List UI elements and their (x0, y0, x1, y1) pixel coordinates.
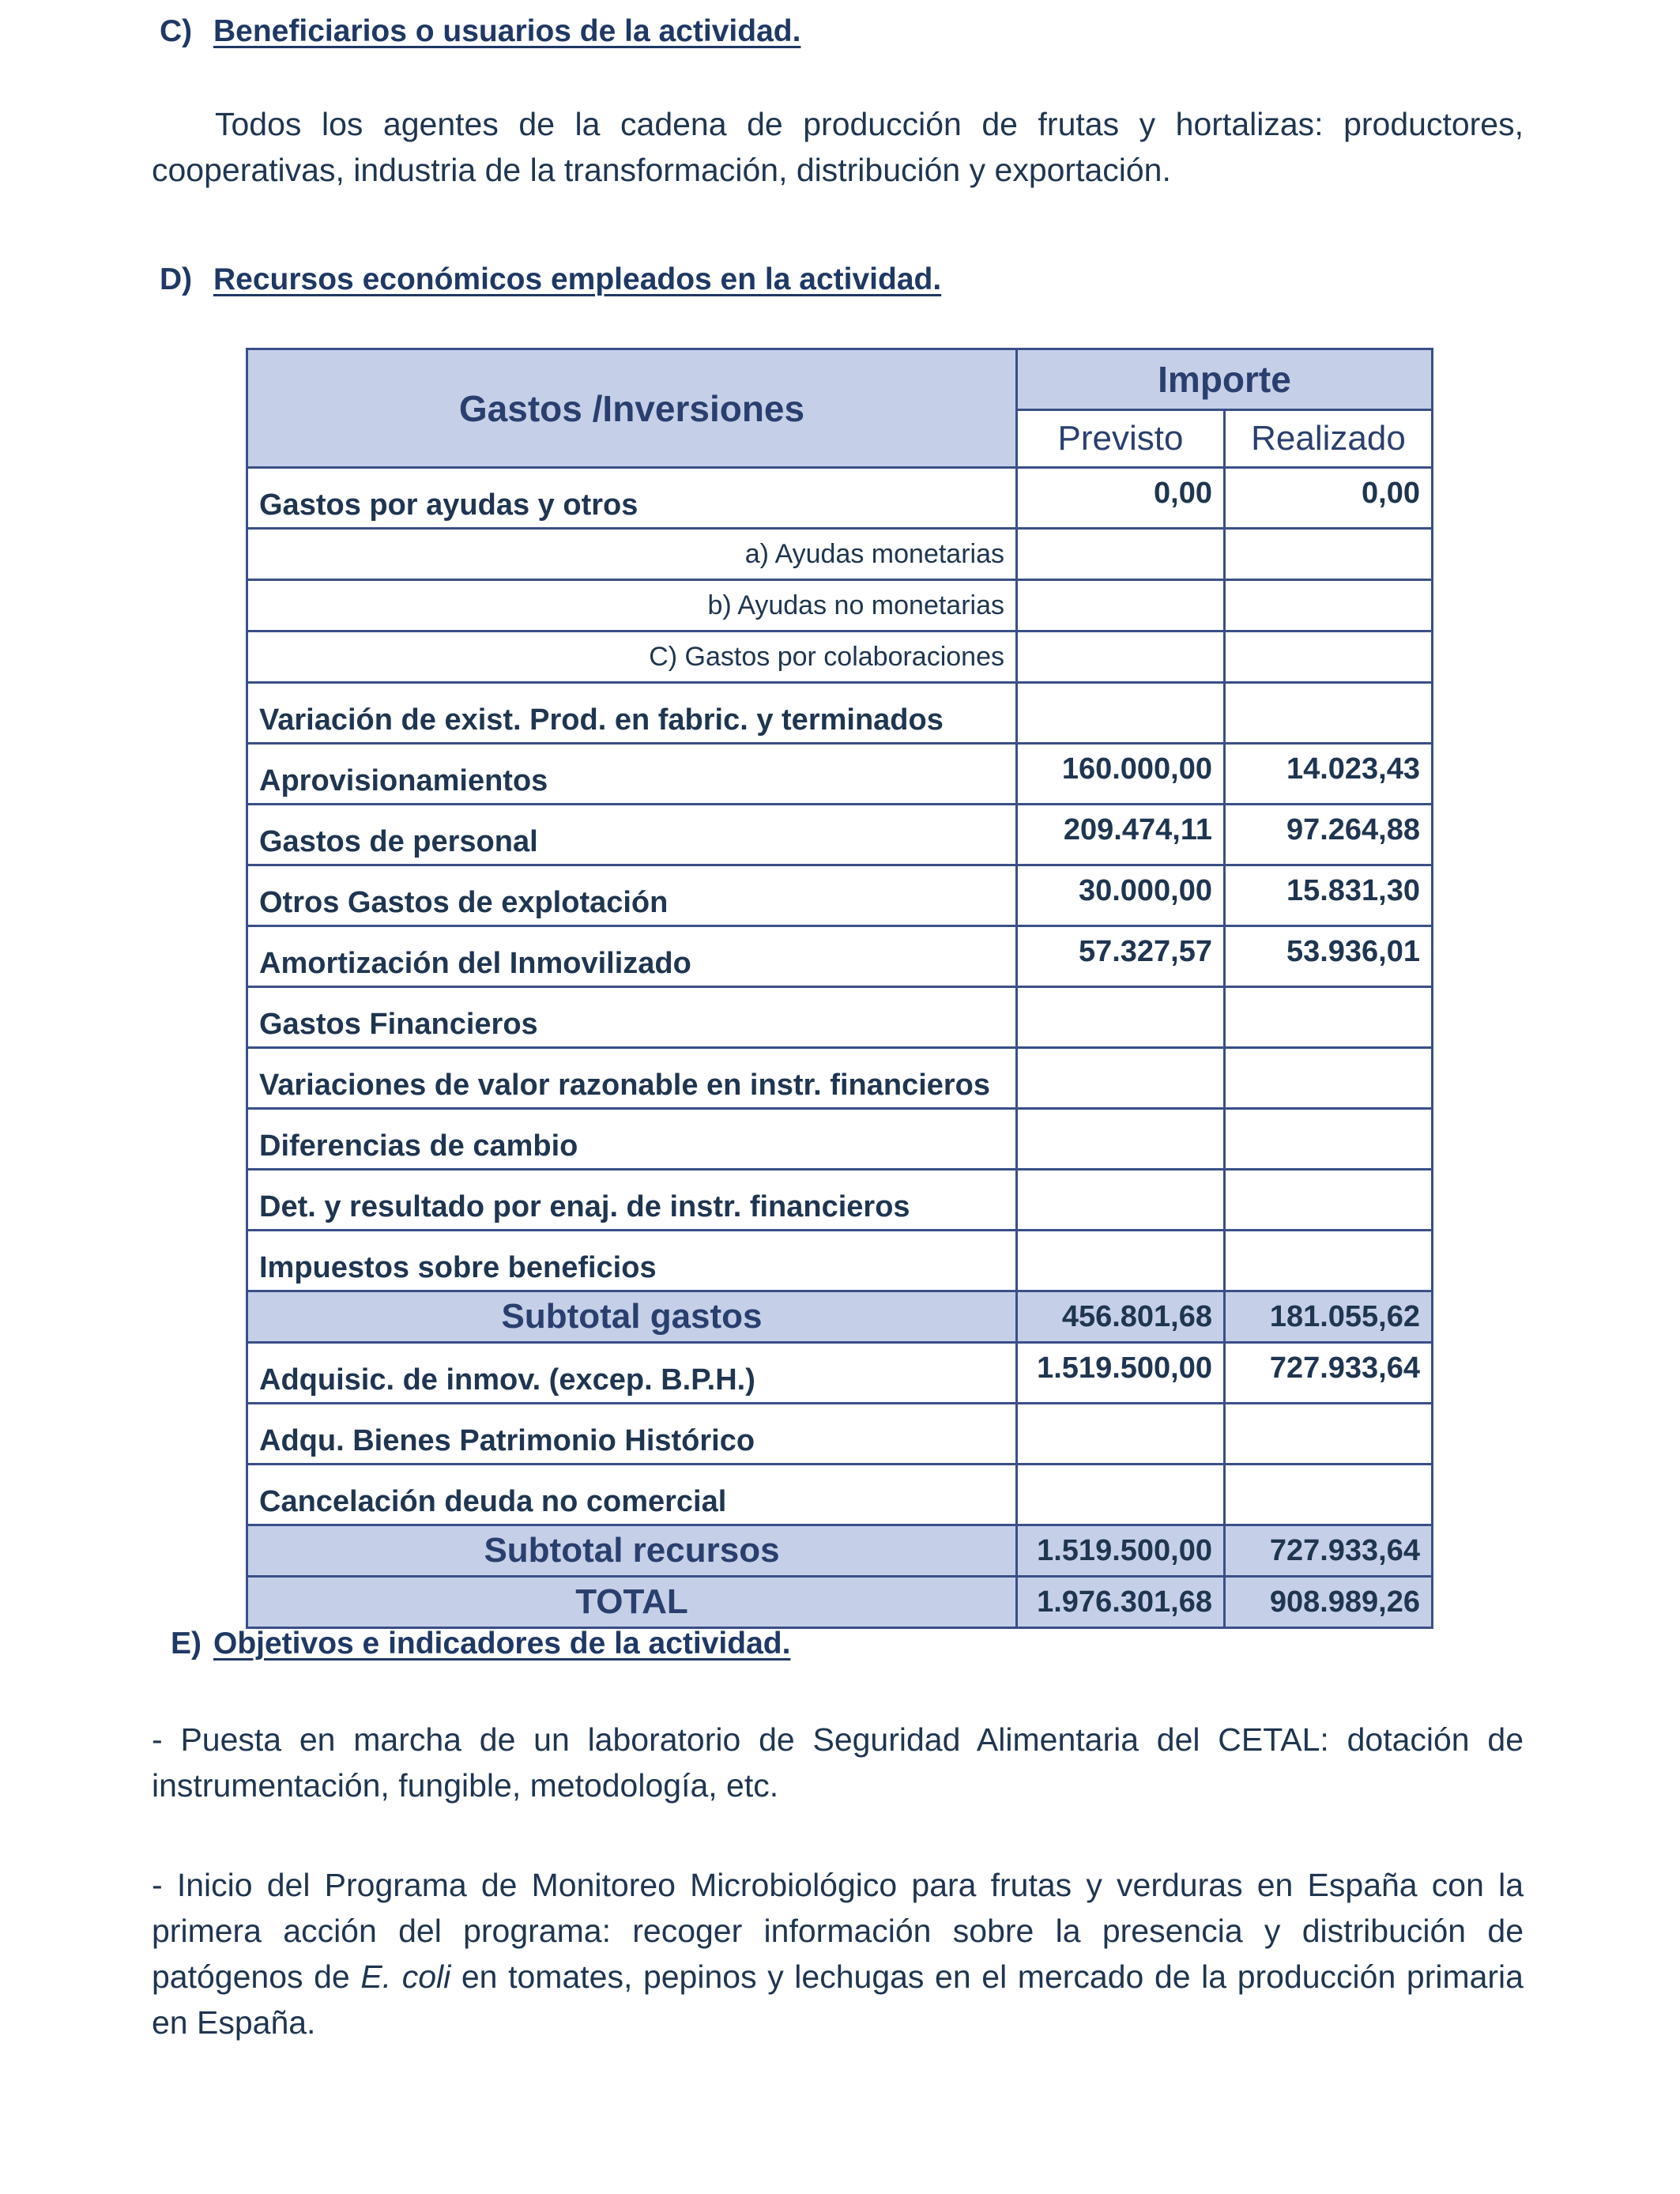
row-label: Gastos de personal (247, 805, 1017, 865)
row-planned (1017, 1231, 1225, 1291)
table-row (247, 1465, 1433, 1525)
row-actual (1225, 1170, 1433, 1231)
row-planned: 0,00 (1017, 468, 1225, 529)
section-c-title: Beneficiarios o usuarios de la actividad. (213, 14, 801, 48)
table-row (247, 744, 1433, 805)
row-actual (1225, 1404, 1433, 1465)
item-2-text-after: en tomates, pepinos y lechugas en el mercado de la producción primaria en España. (152, 1958, 1524, 2041)
row-label: C) Gastos por colaboraciones (247, 631, 1017, 683)
row-actual: 727.933,64 (1225, 1343, 1433, 1404)
item-2-text-before: - Inicio del Programa de Monitoreo Microbiológico para frutas y verduras en España con la primera acción del programa: recoger información sobre la presencia y distribución de patógenos de (152, 1867, 1524, 1995)
section-d-title: Recursos económicos empleados en la actividad. (213, 262, 942, 296)
row-actual (1225, 1231, 1433, 1291)
row-planned: 1.976.301,68 (1017, 1577, 1225, 1628)
row-actual: 53.936,01 (1225, 926, 1433, 987)
row-actual: 908.989,26 (1225, 1577, 1433, 1628)
section-e-title: Objetivos e indicadores de la actividad. (213, 1627, 791, 1661)
section-d-heading (160, 262, 941, 297)
row-label: Diferencias de cambio (247, 1109, 1017, 1170)
row-actual: 97.264,88 (1225, 805, 1433, 865)
row-actual (1225, 1048, 1433, 1109)
table-row (247, 1048, 1433, 1109)
table-row (247, 631, 1433, 683)
row-planned (1017, 580, 1225, 631)
item-2-italic: E. coli (360, 1958, 451, 1995)
row-label: Otros Gastos de explotación (247, 865, 1017, 926)
budget-table (246, 348, 1433, 1629)
section-e-heading (171, 1627, 790, 1661)
row-actual: 14.023,43 (1225, 744, 1433, 805)
row-planned (1017, 1465, 1225, 1525)
row-label: Impuestos sobre beneficios (247, 1231, 1017, 1291)
row-planned (1017, 987, 1225, 1048)
section-c-letter: C) (160, 14, 193, 48)
table-row (247, 1343, 1433, 1404)
table-row (247, 683, 1433, 744)
row-label: Amortización del Inmovilizado (247, 926, 1017, 987)
table-row (247, 926, 1433, 987)
section-d-letter: D) (160, 262, 193, 296)
section-e-item-2 (152, 1862, 1524, 2045)
row-planned: 456.801,68 (1017, 1291, 1225, 1343)
row-label: b) Ayudas no monetarias (247, 580, 1017, 631)
row-label: Det. y resultado por enaj. de instr. financieros (247, 1170, 1017, 1231)
row-actual (1225, 987, 1433, 1048)
row-planned: 30.000,00 (1017, 865, 1225, 926)
row-actual (1225, 683, 1433, 744)
row-actual (1225, 1465, 1433, 1525)
row-planned (1017, 631, 1225, 683)
table-row (247, 987, 1433, 1048)
header-planned: Previsto (1017, 410, 1225, 468)
row-label: Gastos por ayudas y otros (247, 468, 1017, 529)
table-row (247, 580, 1433, 631)
section-e-item-1: - Puesta en marcha de un laboratorio de Seguridad Alimentaria del CETAL: dotación de instrumentación, fungible, metodología, etc. (152, 1721, 1524, 1804)
section-e-letter: E) (171, 1627, 202, 1661)
header-concept: Gastos /Inversiones (247, 349, 1017, 468)
header-amount: Importe (1017, 349, 1433, 410)
table-row (247, 1404, 1433, 1465)
row-planned: 1.519.500,00 (1017, 1343, 1225, 1404)
row-planned: 57.327,57 (1017, 926, 1225, 987)
row-actual (1225, 631, 1433, 683)
total-label: TOTAL (247, 1577, 1017, 1628)
subtotal-row (247, 1525, 1433, 1577)
table-row (247, 468, 1433, 529)
row-actual: 727.933,64 (1225, 1525, 1433, 1577)
section-c-text: Todos los agentes de la cadena de producción de frutas y hortalizas: productores, cooperativas, industria de la transformación, distribución y exportación. (152, 106, 1524, 188)
row-planned: 160.000,00 (1017, 744, 1225, 805)
row-planned (1017, 1170, 1225, 1231)
row-label: Variación de exist. Prod. en fabric. y terminados (247, 683, 1017, 744)
row-actual: 0,00 (1225, 468, 1433, 529)
row-planned (1017, 529, 1225, 580)
row-label: Adquisic. de inmov. (excep. B.P.H.) (247, 1343, 1017, 1404)
row-actual (1225, 529, 1433, 580)
table-row (247, 865, 1433, 926)
table-row (247, 529, 1433, 580)
subtotal-recursos-label: Subtotal recursos (247, 1525, 1017, 1577)
row-label: Cancelación deuda no comercial (247, 1465, 1017, 1525)
row-planned: 1.519.500,00 (1017, 1525, 1225, 1577)
row-planned (1017, 1109, 1225, 1170)
row-planned (1017, 683, 1225, 744)
table-row (247, 1109, 1433, 1170)
row-actual: 181.055,62 (1225, 1291, 1433, 1343)
section-c-heading (160, 14, 800, 49)
table-row (247, 1170, 1433, 1231)
table-row (247, 805, 1433, 865)
row-planned (1017, 1404, 1225, 1465)
row-planned: 209.474,11 (1017, 805, 1225, 865)
total-row (247, 1577, 1433, 1628)
row-label: Gastos Financieros (247, 987, 1017, 1048)
table-row (247, 1231, 1433, 1291)
row-label: Aprovisionamientos (247, 744, 1017, 805)
row-actual (1225, 580, 1433, 631)
row-label: Adqu. Bienes Patrimonio Histórico (247, 1404, 1017, 1465)
header-actual: Realizado (1225, 410, 1433, 468)
row-actual (1225, 1109, 1433, 1170)
row-label: Variaciones de valor razonable en instr. financieros (247, 1048, 1017, 1109)
row-label: a) Ayudas monetarias (247, 529, 1017, 580)
subtotal-row (247, 1291, 1433, 1343)
subtotal-gastos-label: Subtotal gastos (247, 1291, 1017, 1343)
row-actual: 15.831,30 (1225, 865, 1433, 926)
row-planned (1017, 1048, 1225, 1109)
